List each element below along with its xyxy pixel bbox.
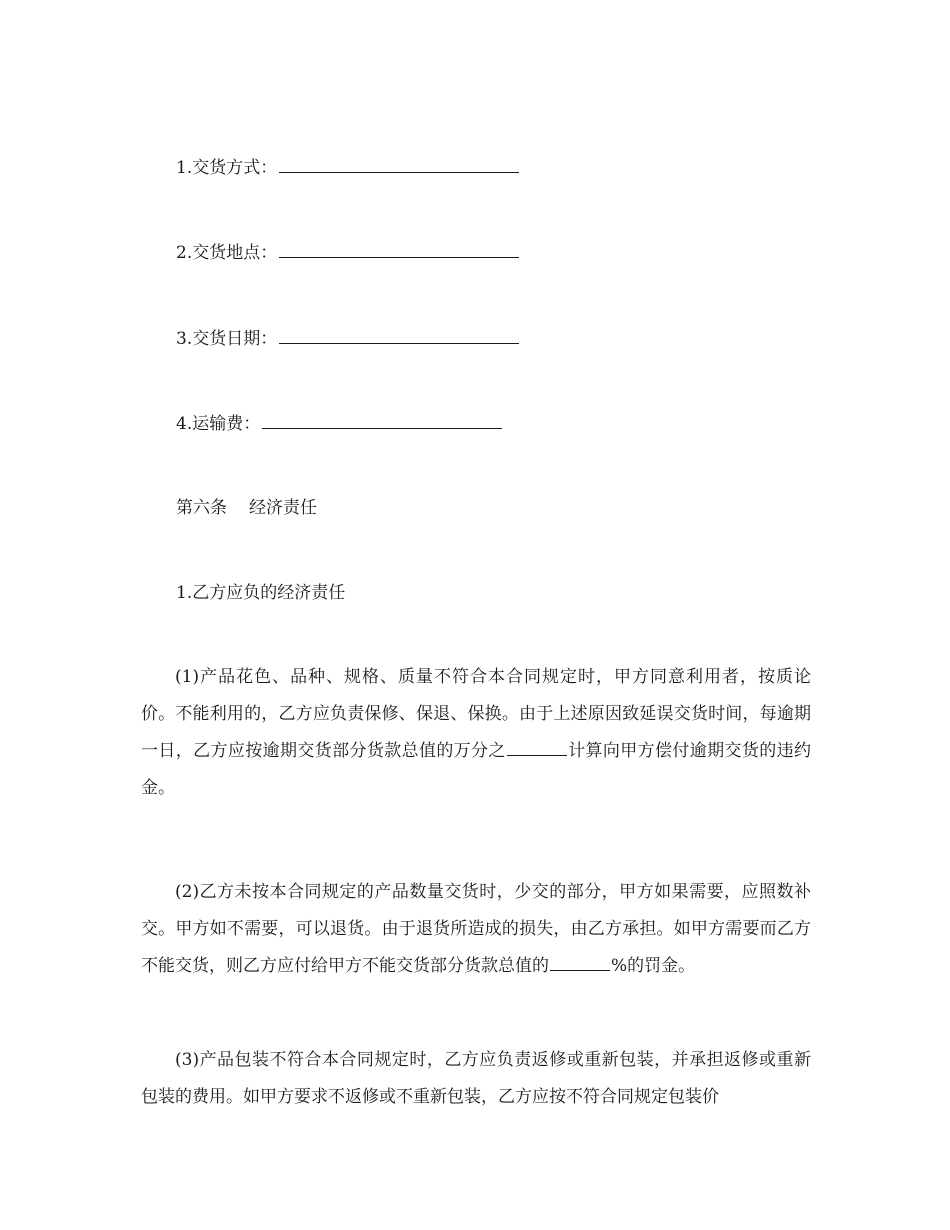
article-title: 经济责任 <box>249 498 317 518</box>
delivery-place-label: 2.交货地点： <box>176 243 278 263</box>
clause-paragraph-1: (1)产品花色、品种、规格、质量不符合本合同规定时，甲方同意利用者，按质论价。不能利用的，乙方应负责保修、保退、保换。由于上述原因致延误交货时间，每逾期一日，乙方应按逾期交货部分货款总值的万分之 计算向甲方偿付逾期交货的违约金。 <box>141 667 812 798</box>
delivery-date-blank <box>279 329 519 344</box>
freight-label: 4.运输费： <box>176 414 261 434</box>
clause-paragraph-2: (2)乙方未按本合同规定的产品数量交货时，少交的部分，甲方如果需要，应照数补交。甲方如不需要，可以退货。由于退货所造成的损失，由乙方承担。如甲方需要而乙方不能交货，则乙方应付给甲方不能交货部分货款总值的 %的罚金。 <box>141 882 811 976</box>
rate-blank <box>507 741 567 756</box>
delivery-method-blank <box>279 158 519 173</box>
article-heading <box>176 496 317 520</box>
clause-paragraph-3: (3)产品包装不符合本合同规定时，乙方应负责返修或重新包装，并承担返修或重新包装的费用。如甲方要求不返修或不重新包装，乙方应按不符合同规定包装价 <box>141 1050 811 1107</box>
freight-item <box>176 412 502 436</box>
delivery-place-blank <box>279 243 519 258</box>
article-number: 第六条 <box>176 498 227 518</box>
delivery-date-label: 3.交货日期： <box>176 329 278 349</box>
delivery-method-label: 1.交货方式： <box>176 158 278 178</box>
freight-blank <box>262 414 502 429</box>
subsection-title: 1.乙方应负的经济责任 <box>176 583 346 603</box>
delivery-method-item <box>176 156 519 180</box>
delivery-place-item <box>176 241 519 265</box>
delivery-date-item <box>176 327 519 351</box>
penalty-percent-blank <box>550 956 610 971</box>
